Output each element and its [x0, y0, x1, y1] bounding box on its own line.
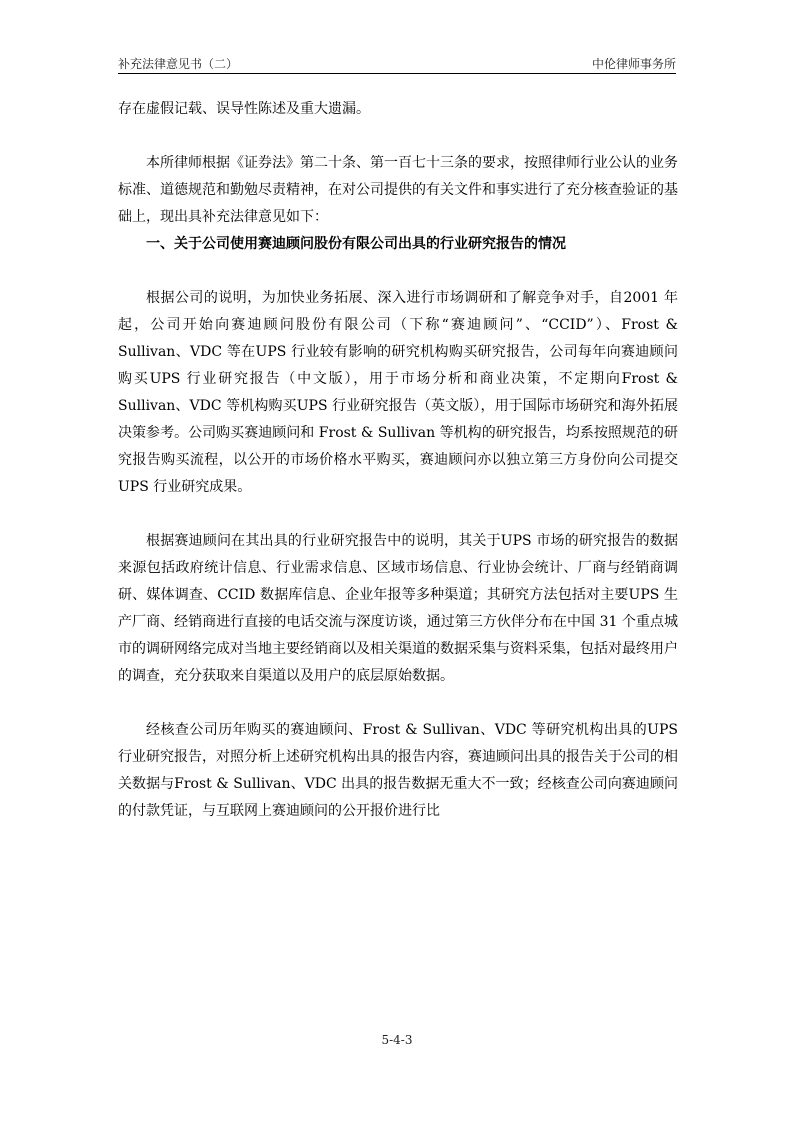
paragraph-verification: 经核查公司历年购买的赛迪顾问、Frost & Sullivan、VDC 等研究机构出具的UPS 行业研究报告，对照分析上述研究机构出具的报告内容，赛迪顾问出具的报告关于公司的相关数据与Frost & Sullivan、VDC 出具的报告数据无重大不一致；经核查公司向赛迪顾问的付款凭证，与互联网上赛迪顾问的公开报价进行比 — [118, 722, 678, 819]
paragraph-methodology: 根据赛迪顾问在其出具的行业研究报告中的说明，其关于UPS 市场的研究报告的数据来源包括政府统计信息、行业需求信息、区域市场信息、行业协会统计、厂商与经销商调研、媒体调查、CCID 数据库信息、企业年报等多种渠道；其研究方法包括对主要UPS 生产厂商、经销商进行直接的电话交流与深度访谈，通过第三方伙伴分布在中国 31 个重点城市的调研网络完成对当地主要经销商以及相关渠道的数据采集与资料采集，包括对最终用户的调查，充分获取来自渠道以及用户的底层原始数据。 — [118, 533, 678, 684]
section-heading: 一、关于公司使用赛迪顾问股份有限公司出具的行业研究报告的情况 — [146, 236, 566, 252]
paragraph-intro: 本所律师根据《证券法》第二十条、第一百七十三条的要求，按照律师行业公认的业务标准、道德规范和勤勉尽责精神，在对公司提供的有关文件和事实进行了充分核查验证的基础上，现出具补充法律意见如下： — [118, 155, 678, 225]
header-document-title: 补充法律意见书（二） — [118, 57, 239, 71]
paragraph-purchase: 根据公司的说明，为加快业务拓展、深入进行市场调研和了解竞争对手，自2001 年起，公司开始向赛迪顾问股份有限公司（下称“赛迪顾问”、“CCID”）、Frost & Sullivan、VDC 等在UPS 行业较有影响的研究机构购买研究报告，公司每年向赛迪顾问购买UPS 行业研究报告（中文版），用于市场分析和商业决策，不定期向Frost & Sullivan、VDC 等机构购买UPS 行业研究报告（英文版），用于国际市场研究和海外拓展决策参考。公司购买赛迪顾问和 Frost & Sullivan 等机构的研究报告，均系按照规范的研究报告购买流程，以公开的市场价格水平购买，赛迪顾问亦以独立第三方身份向公司提交UPS 行业研究成果。 — [118, 290, 678, 495]
page-header — [118, 55, 676, 74]
page-number: 5-4-3 — [381, 1033, 413, 1047]
document-body — [118, 96, 678, 825]
paragraph-continuation: 存在虚假记载、误导性陈述及重大遗漏。 — [118, 101, 370, 117]
header-firm-name: 中伦律师事务所 — [591, 57, 676, 71]
